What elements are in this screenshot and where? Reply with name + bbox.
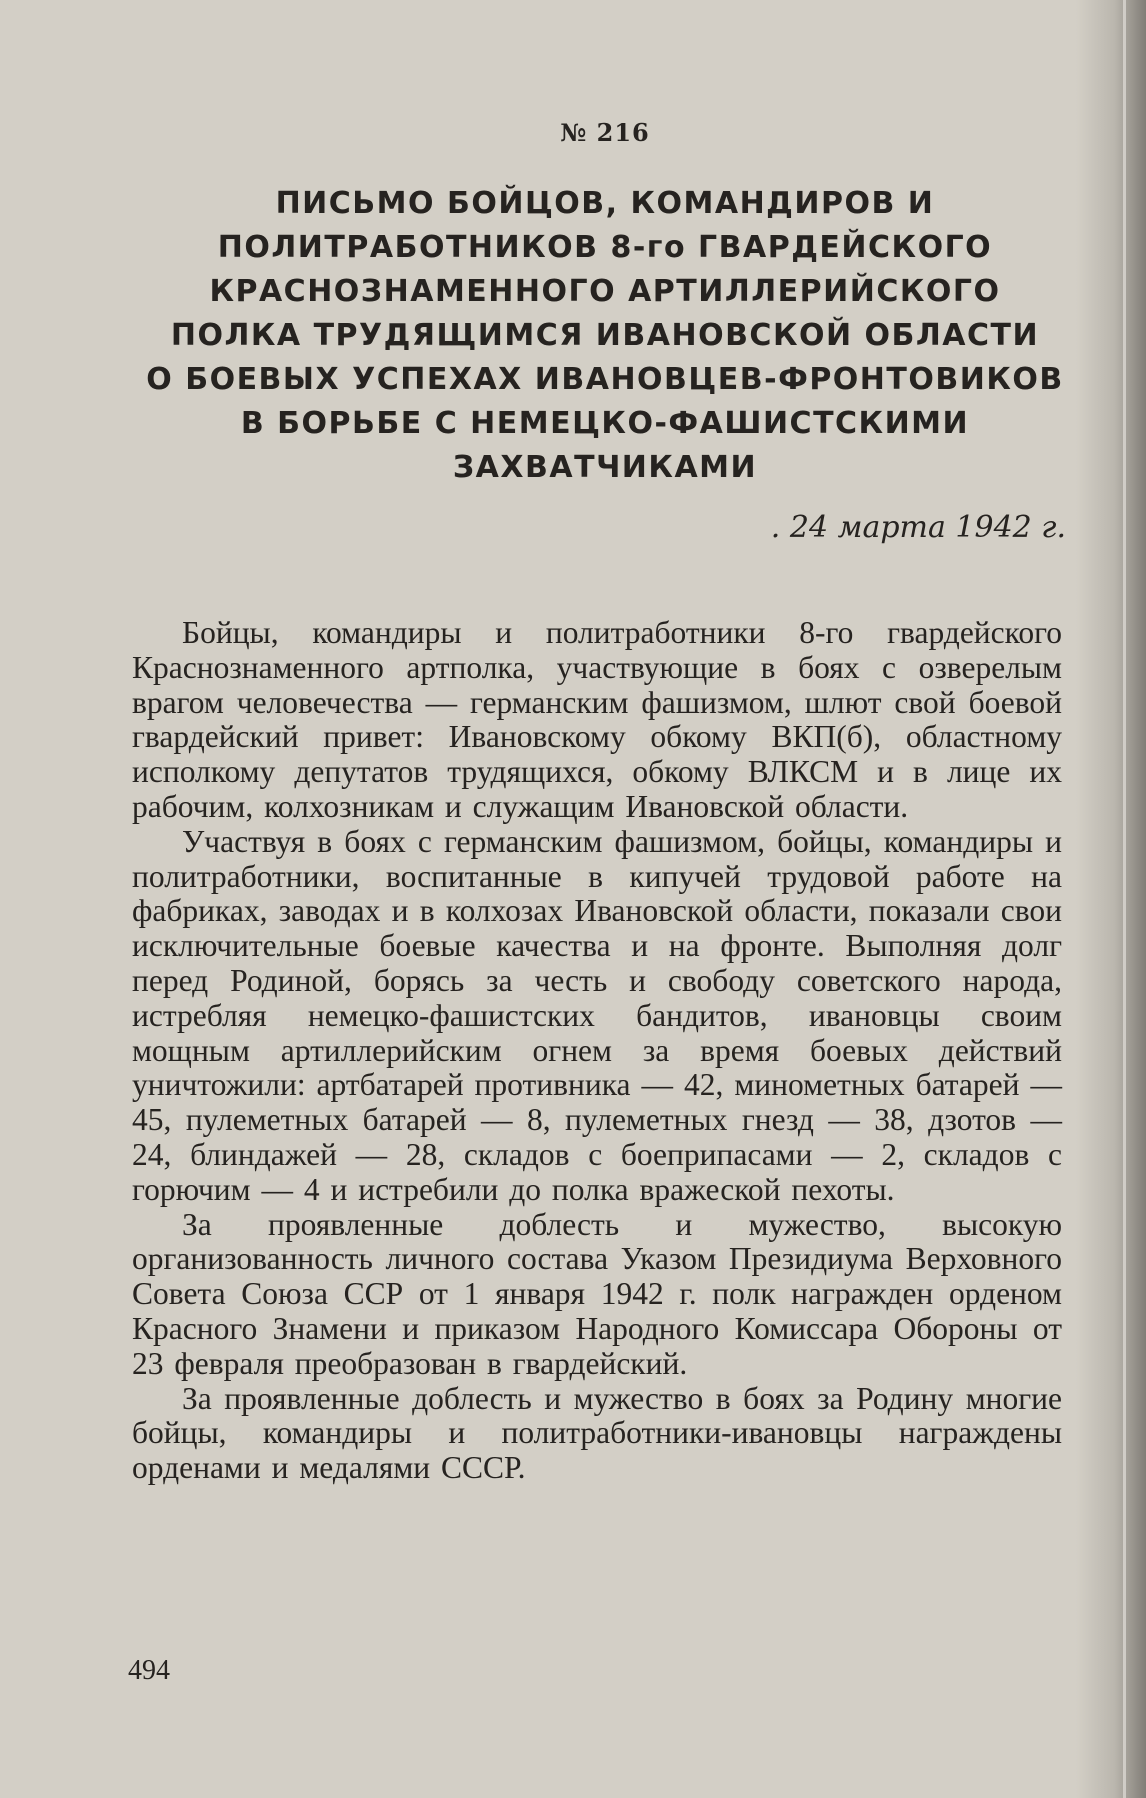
page-edge: [1123, 0, 1126, 1798]
title-line: ПИСЬМО БОЙЦОВ, КОМАНДИРОВ И: [275, 186, 935, 221]
document-date: . 24 марта 1942 г.: [770, 510, 1066, 545]
paragraph: Бойцы, командиры и политработники 8-го гвардейского Краснознаменного артполка, участвующие в боях с озверелым врагом человечества — германским фашизмом, шлют свой боевой гвардейский привет: Ивановскому обкому ВКП(б), областному исполкому депутатов трудящихся, обкому ВЛКСМ и в лице их рабочим, колхозникам и служащим Ивановской области.: [132, 615, 1062, 824]
title-line: ЗАХВАТЧИКАМИ: [452, 450, 758, 485]
title-line: ПОЛИТРАБОТНИКОВ 8-го ГВАРДЕЙСКОГО: [217, 230, 993, 265]
paragraph: За проявленные доблесть и мужество, высокую организованность личного состава Указом Президиума Верховного Совета Союза ССР от 1 января 1942 г. полк награжден орденом Красного Знамени и приказом Народного Комиссара Обороны от 23 февраля преобразован в гвардейский.: [132, 1206, 1062, 1381]
title-line: КРАСНОЗНАМЕННОГО АРТИЛЛЕРИЙСКОГО: [209, 274, 1001, 309]
paragraph: За проявленные доблесть и мужество в боях за Родину многие бойцы, командиры и политработники-ивановцы награждены орденами и медалями СССР.: [132, 1380, 1062, 1486]
document-number: № 216: [560, 118, 650, 147]
page-number: 494: [128, 1655, 170, 1686]
title-line: ПОЛКА ТРУДЯЩИМСЯ ИВАНОВСКОЙ ОБЛАСТИ: [170, 318, 1040, 353]
title-line: В БОРЬБЕ С НЕМЕЦКО-ФАШИСТСКИМИ: [240, 406, 970, 441]
paragraph: Участвуя в боях с германским фашизмом, бойцы, командиры и политработники, воспитанные в кипучей трудовой работе на фабриках, заводах и в колхозах Ивановской области, показали свои исключительные боевые качества и на фронте. Выполняя долг перед Родиной, борясь за честь и свободу советского народа, истребляя немецко-фашистских бандитов, ивановцы своим мощным артиллерийским огнем за время боевых действий уничтожили: артбатарей противника — 42, минометных батарей — 45, пулеметных батарей — 8, пулеметных гнезд — 38, дзотов — 24, блиндажей — 28, складов с боеприпасами — 2, складов с горючим — 4 и истребили до полка вражеской пехоты.: [132, 823, 1062, 1207]
document-title: [130, 182, 1080, 490]
page-binding-shadow: [1076, 0, 1146, 1798]
letter-body: [132, 616, 1062, 1486]
title-line: О БОЕВЫХ УСПЕХАХ ИВАНОВЦЕВ-ФРОНТОВИКОВ: [146, 362, 1064, 397]
